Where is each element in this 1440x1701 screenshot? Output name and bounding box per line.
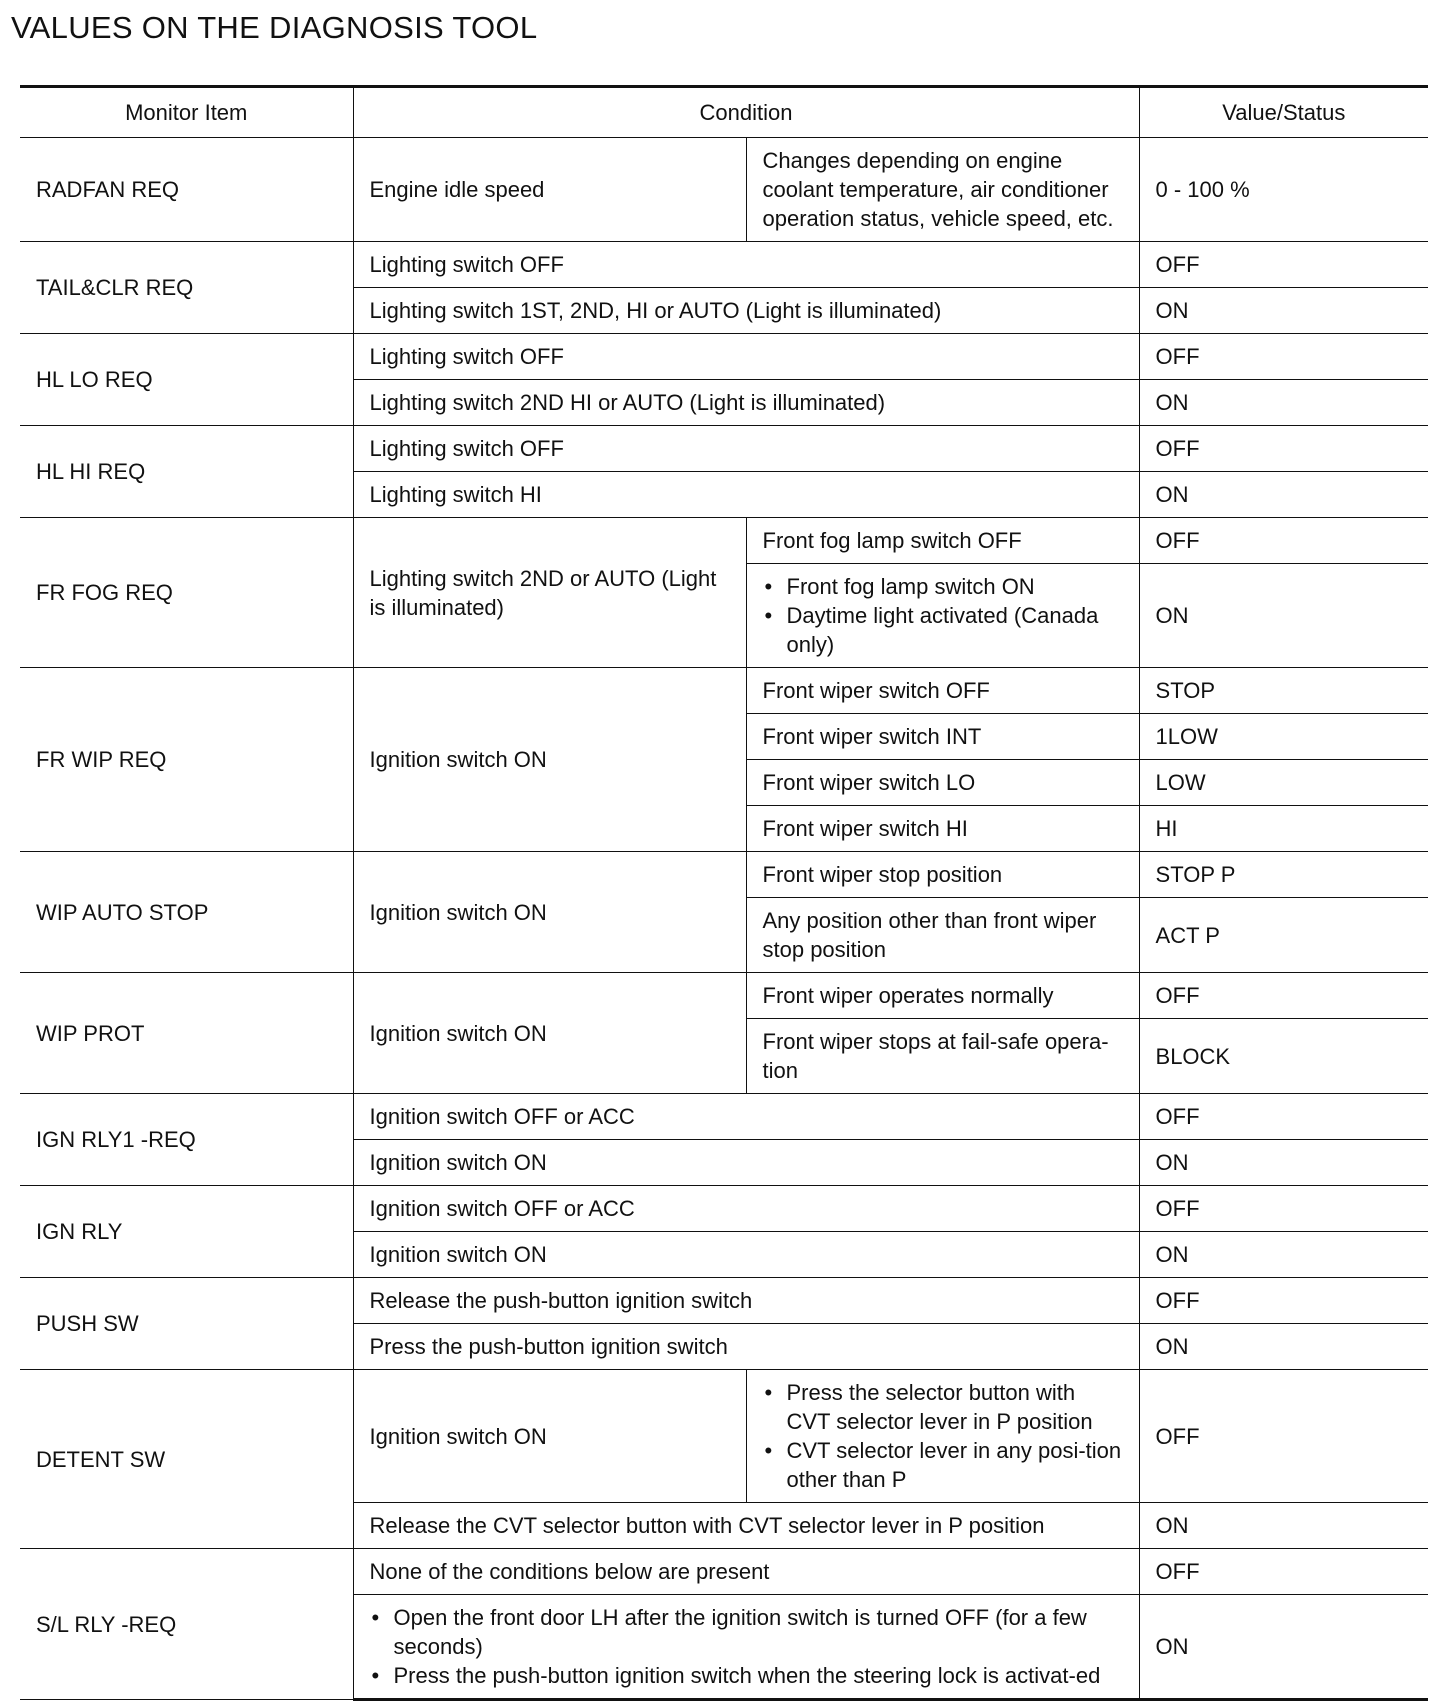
- header-monitor-item: Monitor Item: [20, 87, 353, 138]
- monitor-item-hl-hi-req: HL HI REQ: [20, 426, 353, 518]
- monitor-item-detent-sw: DETENT SW: [20, 1370, 353, 1549]
- condition-cell: [353, 1595, 1139, 1700]
- table-row: [20, 426, 1428, 472]
- table-row: [20, 852, 1428, 898]
- monitor-item-sl-rly-req: S/L RLY -REQ: [20, 1549, 353, 1700]
- value-cell: ON: [1139, 1324, 1428, 1370]
- value-cell: ON: [1139, 288, 1428, 334]
- value-cell: STOP: [1139, 668, 1428, 714]
- condition-cell: Ignition switch ON: [353, 1370, 746, 1503]
- value-cell: OFF: [1139, 1370, 1428, 1503]
- bullet-list: [370, 1603, 1123, 1690]
- monitor-item-tail-clr-req: TAIL&CLR REQ: [20, 242, 353, 334]
- condition-cell: Release the CVT selector button with CVT selector lever in P position: [353, 1503, 1139, 1549]
- table-row: [20, 1370, 1428, 1503]
- value-cell: STOP P: [1139, 852, 1428, 898]
- value-cell: LOW: [1139, 760, 1428, 806]
- monitor-item-wip-auto-stop: WIP AUTO STOP: [20, 852, 353, 973]
- bullet-item: • Press the push-button ignition switch when the steering lock is activat-ed: [370, 1661, 1123, 1690]
- condition-cell: Engine idle speed: [353, 138, 746, 242]
- header-value-status: Value/Status: [1139, 87, 1428, 138]
- value-cell: ON: [1139, 1595, 1428, 1700]
- condition-cell: None of the conditions below are present: [353, 1549, 1139, 1595]
- value-cell: OFF: [1139, 242, 1428, 288]
- bullet-list: [763, 572, 1123, 659]
- sub-condition-cell: Front fog lamp switch OFF: [746, 518, 1139, 564]
- table-row: [20, 668, 1428, 714]
- header-condition: Condition: [353, 87, 1139, 138]
- monitor-item-push-sw: PUSH SW: [20, 1278, 353, 1370]
- condition-cell: Lighting switch OFF: [353, 242, 1139, 288]
- sub-condition-cell: [746, 1370, 1139, 1503]
- value-cell: OFF: [1139, 1094, 1428, 1140]
- bullet-item: • Front fog lamp switch ON: [763, 572, 1123, 601]
- diagnosis-values-table: [20, 85, 1428, 1701]
- value-cell: 0 - 100 %: [1139, 138, 1428, 242]
- value-cell: OFF: [1139, 1278, 1428, 1324]
- table-row: [20, 138, 1428, 242]
- value-cell: ON: [1139, 1232, 1428, 1278]
- value-cell: ON: [1139, 472, 1428, 518]
- condition-cell: Press the push-button ignition switch: [353, 1324, 1139, 1370]
- value-cell: OFF: [1139, 334, 1428, 380]
- condition-cell: Lighting switch OFF: [353, 334, 1139, 380]
- value-cell: ON: [1139, 1140, 1428, 1186]
- condition-cell: Ignition switch OFF or ACC: [353, 1094, 1139, 1140]
- condition-cell: Ignition switch ON: [353, 1140, 1139, 1186]
- table-row: [20, 1186, 1428, 1232]
- monitor-item-hl-lo-req: HL LO REQ: [20, 334, 353, 426]
- table-row: [20, 973, 1428, 1019]
- condition-cell: Ignition switch ON: [353, 973, 746, 1094]
- condition-cell: Ignition switch ON: [353, 1232, 1139, 1278]
- monitor-item-fr-wip-req: FR WIP REQ: [20, 668, 353, 852]
- condition-cell: Ignition switch OFF or ACC: [353, 1186, 1139, 1232]
- condition-cell: Lighting switch HI: [353, 472, 1139, 518]
- monitor-item-fr-fog-req: FR FOG REQ: [20, 518, 353, 668]
- value-cell: ON: [1139, 380, 1428, 426]
- sub-condition-cell: Front wiper switch OFF: [746, 668, 1139, 714]
- value-cell: OFF: [1139, 973, 1428, 1019]
- monitor-item-radfan-req: RADFAN REQ: [20, 138, 353, 242]
- sub-condition-cell: Any position other than front wiper stop position: [746, 898, 1139, 973]
- monitor-item-ign-rly1-req: IGN RLY1 -REQ: [20, 1094, 353, 1186]
- value-cell: HI: [1139, 806, 1428, 852]
- table-row: [20, 1549, 1428, 1595]
- condition-cell: Lighting switch 2ND HI or AUTO (Light is illuminated): [353, 380, 1139, 426]
- sub-condition-cell: Front wiper stops at fail-safe opera-tion: [746, 1019, 1139, 1094]
- monitor-item-wip-prot: WIP PROT: [20, 973, 353, 1094]
- monitor-item-ign-rly: IGN RLY: [20, 1186, 353, 1278]
- condition-cell: Lighting switch 1ST, 2ND, HI or AUTO (Light is illuminated): [353, 288, 1139, 334]
- value-cell: ACT P: [1139, 898, 1428, 973]
- sub-condition-cell: Front wiper switch INT: [746, 714, 1139, 760]
- value-cell: OFF: [1139, 1549, 1428, 1595]
- bullet-item: • CVT selector lever in any posi-tion other than P: [763, 1436, 1123, 1494]
- value-cell: OFF: [1139, 518, 1428, 564]
- bullet-list: [763, 1378, 1123, 1494]
- sub-condition-cell: Front wiper stop position: [746, 852, 1139, 898]
- header-row: [20, 87, 1428, 138]
- condition-cell: Lighting switch 2ND or AUTO (Light is illuminated): [353, 518, 746, 668]
- page-title: VALUES ON THE DIAGNOSIS TOOL: [11, 10, 538, 45]
- bullet-item: • Daytime light activated (Canada only): [763, 601, 1123, 659]
- sub-condition-cell: Front wiper switch LO: [746, 760, 1139, 806]
- table-row: [20, 242, 1428, 288]
- condition-cell: Ignition switch ON: [353, 668, 746, 852]
- table-row: [20, 1094, 1428, 1140]
- sub-condition-cell: Front wiper switch HI: [746, 806, 1139, 852]
- sub-condition-cell: Front wiper operates normally: [746, 973, 1139, 1019]
- value-cell: ON: [1139, 564, 1428, 668]
- condition-cell: Ignition switch ON: [353, 852, 746, 973]
- bullet-item: • Press the selector button with CVT selector lever in P position: [763, 1378, 1123, 1436]
- sub-condition-cell: Changes depending on engine coolant temperature, air conditioner operation status, vehicle speed, etc.: [746, 138, 1139, 242]
- sub-condition-cell: [746, 564, 1139, 668]
- table-row: [20, 1278, 1428, 1324]
- value-cell: OFF: [1139, 426, 1428, 472]
- value-cell: BLOCK: [1139, 1019, 1428, 1094]
- condition-cell: Release the push-button ignition switch: [353, 1278, 1139, 1324]
- value-cell: 1LOW: [1139, 714, 1428, 760]
- table-row: [20, 518, 1428, 564]
- value-cell: OFF: [1139, 1186, 1428, 1232]
- bullet-item: • Open the front door LH after the ignition switch is turned OFF (for a few seconds): [370, 1603, 1123, 1661]
- value-cell: ON: [1139, 1503, 1428, 1549]
- condition-cell: Lighting switch OFF: [353, 426, 1139, 472]
- table-row: [20, 334, 1428, 380]
